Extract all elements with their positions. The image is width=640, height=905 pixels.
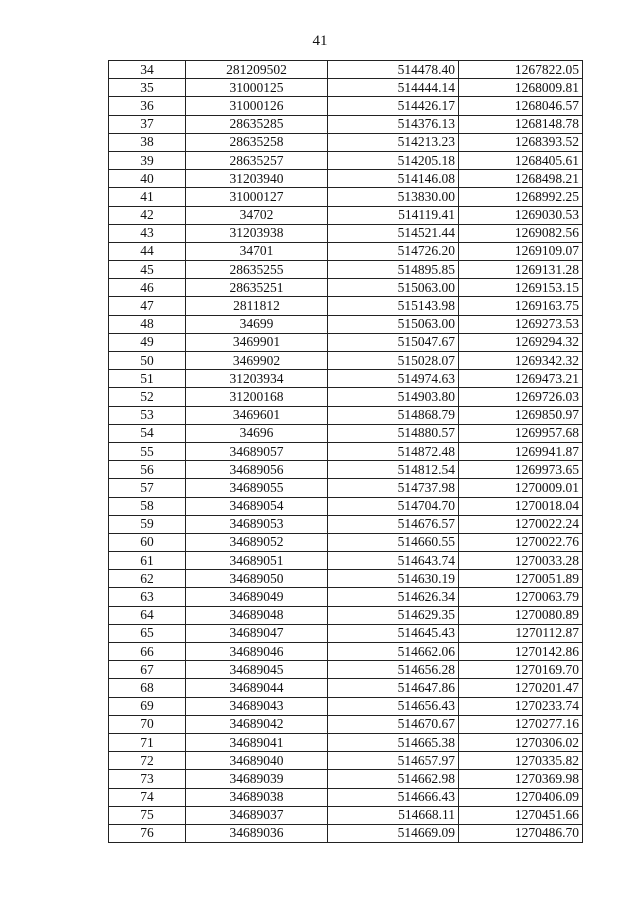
point-id-cell: 28635257 xyxy=(186,151,328,169)
row-number-cell: 51 xyxy=(109,370,186,388)
point-id-cell: 28635258 xyxy=(186,133,328,151)
y-coordinate-cell: 1270369.98 xyxy=(459,770,583,788)
row-number-cell: 37 xyxy=(109,115,186,133)
point-id-cell: 3469901 xyxy=(186,333,328,351)
table-row xyxy=(109,224,583,242)
x-coordinate-cell: 514660.55 xyxy=(328,533,459,551)
table-row xyxy=(109,133,583,151)
y-coordinate-cell: 1269957.68 xyxy=(459,424,583,442)
row-number-cell: 55 xyxy=(109,442,186,460)
y-coordinate-cell: 1270233.74 xyxy=(459,697,583,715)
row-number-cell: 63 xyxy=(109,588,186,606)
y-coordinate-cell: 1269473.21 xyxy=(459,370,583,388)
row-number-cell: 50 xyxy=(109,352,186,370)
table-row xyxy=(109,97,583,115)
table-row xyxy=(109,315,583,333)
table-row xyxy=(109,61,583,79)
table-row xyxy=(109,188,583,206)
x-coordinate-cell: 514656.43 xyxy=(328,697,459,715)
point-id-cell: 34689046 xyxy=(186,643,328,661)
point-id-cell: 28635255 xyxy=(186,261,328,279)
y-coordinate-cell: 1270080.89 xyxy=(459,606,583,624)
y-coordinate-cell: 1269109.07 xyxy=(459,242,583,260)
x-coordinate-cell: 514629.35 xyxy=(328,606,459,624)
x-coordinate-cell: 514119.41 xyxy=(328,206,459,224)
table-row xyxy=(109,552,583,570)
row-number-cell: 46 xyxy=(109,279,186,297)
x-coordinate-cell: 514669.09 xyxy=(328,824,459,842)
x-coordinate-cell: 514880.57 xyxy=(328,424,459,442)
point-id-cell: 34701 xyxy=(186,242,328,260)
point-id-cell: 34689053 xyxy=(186,515,328,533)
x-coordinate-cell: 514643.74 xyxy=(328,552,459,570)
table-row xyxy=(109,679,583,697)
x-coordinate-cell: 514868.79 xyxy=(328,406,459,424)
x-coordinate-cell: 515028.07 xyxy=(328,352,459,370)
table-row xyxy=(109,479,583,497)
x-coordinate-cell: 514872.48 xyxy=(328,442,459,460)
x-coordinate-cell: 514903.80 xyxy=(328,388,459,406)
point-id-cell: 34689051 xyxy=(186,552,328,570)
point-id-cell: 34689047 xyxy=(186,624,328,642)
row-number-cell: 36 xyxy=(109,97,186,115)
row-number-cell: 40 xyxy=(109,170,186,188)
y-coordinate-cell: 1270009.01 xyxy=(459,479,583,497)
page-number: 41 xyxy=(312,33,328,49)
y-coordinate-cell: 1269941.87 xyxy=(459,442,583,460)
table-row xyxy=(109,297,583,315)
row-number-cell: 57 xyxy=(109,479,186,497)
y-coordinate-cell: 1270051.89 xyxy=(459,570,583,588)
row-number-cell: 74 xyxy=(109,788,186,806)
row-number-cell: 62 xyxy=(109,570,186,588)
y-coordinate-cell: 1269153.15 xyxy=(459,279,583,297)
row-number-cell: 35 xyxy=(109,79,186,97)
point-id-cell: 34689052 xyxy=(186,533,328,551)
point-id-cell: 281209502 xyxy=(186,61,328,79)
x-coordinate-cell: 514647.86 xyxy=(328,679,459,697)
row-number-cell: 38 xyxy=(109,133,186,151)
point-id-cell: 34689036 xyxy=(186,824,328,842)
x-coordinate-cell: 514376.13 xyxy=(328,115,459,133)
x-coordinate-cell: 514426.17 xyxy=(328,97,459,115)
table-row xyxy=(109,497,583,515)
y-coordinate-cell: 1269726.03 xyxy=(459,388,583,406)
y-coordinate-cell: 1270022.76 xyxy=(459,533,583,551)
row-number-cell: 73 xyxy=(109,770,186,788)
table-row xyxy=(109,770,583,788)
row-number-cell: 59 xyxy=(109,515,186,533)
table-row xyxy=(109,115,583,133)
row-number-cell: 75 xyxy=(109,806,186,824)
x-coordinate-cell: 514737.98 xyxy=(328,479,459,497)
point-id-cell: 34689042 xyxy=(186,715,328,733)
x-coordinate-cell: 514704.70 xyxy=(328,497,459,515)
y-coordinate-cell: 1270306.02 xyxy=(459,733,583,751)
y-coordinate-cell: 1269342.32 xyxy=(459,352,583,370)
point-id-cell: 34689044 xyxy=(186,679,328,697)
table-row xyxy=(109,170,583,188)
row-number-cell: 66 xyxy=(109,643,186,661)
table-row xyxy=(109,733,583,751)
point-id-cell: 3469601 xyxy=(186,406,328,424)
row-number-cell: 54 xyxy=(109,424,186,442)
y-coordinate-cell: 1270022.24 xyxy=(459,515,583,533)
x-coordinate-cell: 515143.98 xyxy=(328,297,459,315)
row-number-cell: 72 xyxy=(109,752,186,770)
x-coordinate-cell: 514812.54 xyxy=(328,461,459,479)
y-coordinate-cell: 1269163.75 xyxy=(459,297,583,315)
point-id-cell: 31000127 xyxy=(186,188,328,206)
row-number-cell: 64 xyxy=(109,606,186,624)
row-number-cell: 39 xyxy=(109,151,186,169)
x-coordinate-cell: 514444.14 xyxy=(328,79,459,97)
row-number-cell: 70 xyxy=(109,715,186,733)
table-row xyxy=(109,461,583,479)
x-coordinate-cell: 514645.43 xyxy=(328,624,459,642)
x-coordinate-cell: 514895.85 xyxy=(328,261,459,279)
point-id-cell: 34689045 xyxy=(186,661,328,679)
table-row xyxy=(109,352,583,370)
y-coordinate-cell: 1270112.87 xyxy=(459,624,583,642)
x-coordinate-cell: 514668.11 xyxy=(328,806,459,824)
x-coordinate-cell: 514666.43 xyxy=(328,788,459,806)
x-coordinate-cell: 513830.00 xyxy=(328,188,459,206)
x-coordinate-cell: 514662.98 xyxy=(328,770,459,788)
y-coordinate-cell: 1268009.81 xyxy=(459,79,583,97)
x-coordinate-cell: 514726.20 xyxy=(328,242,459,260)
y-coordinate-cell: 1269030.53 xyxy=(459,206,583,224)
row-number-cell: 60 xyxy=(109,533,186,551)
table-row xyxy=(109,643,583,661)
table-row xyxy=(109,261,583,279)
row-number-cell: 49 xyxy=(109,333,186,351)
point-id-cell: 34699 xyxy=(186,315,328,333)
table-row xyxy=(109,624,583,642)
row-number-cell: 71 xyxy=(109,733,186,751)
table-row xyxy=(109,606,583,624)
table-row xyxy=(109,588,583,606)
point-id-cell: 34689039 xyxy=(186,770,328,788)
table-row xyxy=(109,788,583,806)
y-coordinate-cell: 1270033.28 xyxy=(459,552,583,570)
row-number-cell: 41 xyxy=(109,188,186,206)
table-row xyxy=(109,661,583,679)
point-id-cell: 34689057 xyxy=(186,442,328,460)
table-body xyxy=(109,61,583,843)
coordinates-table xyxy=(108,60,583,843)
point-id-cell: 31203940 xyxy=(186,170,328,188)
point-id-cell: 31203938 xyxy=(186,224,328,242)
point-id-cell: 34689043 xyxy=(186,697,328,715)
table-row xyxy=(109,533,583,551)
y-coordinate-cell: 1268393.52 xyxy=(459,133,583,151)
row-number-cell: 76 xyxy=(109,824,186,842)
y-coordinate-cell: 1269131.28 xyxy=(459,261,583,279)
table-row xyxy=(109,424,583,442)
point-id-cell: 34689054 xyxy=(186,497,328,515)
row-number-cell: 47 xyxy=(109,297,186,315)
row-number-cell: 69 xyxy=(109,697,186,715)
y-coordinate-cell: 1270277.16 xyxy=(459,715,583,733)
y-coordinate-cell: 1270451.66 xyxy=(459,806,583,824)
point-id-cell: 34689055 xyxy=(186,479,328,497)
table-row xyxy=(109,442,583,460)
table-row xyxy=(109,806,583,824)
row-number-cell: 58 xyxy=(109,497,186,515)
y-coordinate-cell: 1270406.09 xyxy=(459,788,583,806)
point-id-cell: 2811812 xyxy=(186,297,328,315)
point-id-cell: 34702 xyxy=(186,206,328,224)
y-coordinate-cell: 1267822.05 xyxy=(459,61,583,79)
table-row xyxy=(109,752,583,770)
x-coordinate-cell: 514665.38 xyxy=(328,733,459,751)
point-id-cell: 34689056 xyxy=(186,461,328,479)
y-coordinate-cell: 1270169.70 xyxy=(459,661,583,679)
x-coordinate-cell: 514676.57 xyxy=(328,515,459,533)
x-coordinate-cell: 514656.28 xyxy=(328,661,459,679)
row-number-cell: 56 xyxy=(109,461,186,479)
y-coordinate-cell: 1269850.97 xyxy=(459,406,583,424)
x-coordinate-cell: 514478.40 xyxy=(328,61,459,79)
point-id-cell: 3469902 xyxy=(186,352,328,370)
x-coordinate-cell: 514974.63 xyxy=(328,370,459,388)
table-row xyxy=(109,697,583,715)
row-number-cell: 48 xyxy=(109,315,186,333)
x-coordinate-cell: 514205.18 xyxy=(328,151,459,169)
y-coordinate-cell: 1268148.78 xyxy=(459,115,583,133)
x-coordinate-cell: 514146.08 xyxy=(328,170,459,188)
x-coordinate-cell: 514521.44 xyxy=(328,224,459,242)
table-row xyxy=(109,370,583,388)
x-coordinate-cell: 514670.67 xyxy=(328,715,459,733)
row-number-cell: 65 xyxy=(109,624,186,642)
row-number-cell: 68 xyxy=(109,679,186,697)
point-id-cell: 34689038 xyxy=(186,788,328,806)
point-id-cell: 34689049 xyxy=(186,588,328,606)
y-coordinate-cell: 1270063.79 xyxy=(459,588,583,606)
table-row xyxy=(109,570,583,588)
y-coordinate-cell: 1270201.47 xyxy=(459,679,583,697)
point-id-cell: 34689048 xyxy=(186,606,328,624)
point-id-cell: 31000125 xyxy=(186,79,328,97)
y-coordinate-cell: 1270486.70 xyxy=(459,824,583,842)
table-row xyxy=(109,151,583,169)
table-row xyxy=(109,388,583,406)
y-coordinate-cell: 1268405.61 xyxy=(459,151,583,169)
y-coordinate-cell: 1268046.57 xyxy=(459,97,583,115)
row-number-cell: 67 xyxy=(109,661,186,679)
row-number-cell: 43 xyxy=(109,224,186,242)
x-coordinate-cell: 514213.23 xyxy=(328,133,459,151)
point-id-cell: 28635285 xyxy=(186,115,328,133)
x-coordinate-cell: 514630.19 xyxy=(328,570,459,588)
x-coordinate-cell: 514626.34 xyxy=(328,588,459,606)
row-number-cell: 52 xyxy=(109,388,186,406)
point-id-cell: 34689040 xyxy=(186,752,328,770)
x-coordinate-cell: 514662.06 xyxy=(328,643,459,661)
point-id-cell: 34696 xyxy=(186,424,328,442)
row-number-cell: 34 xyxy=(109,61,186,79)
point-id-cell: 34689037 xyxy=(186,806,328,824)
y-coordinate-cell: 1269273.53 xyxy=(459,315,583,333)
y-coordinate-cell: 1270142.86 xyxy=(459,643,583,661)
point-id-cell: 31000126 xyxy=(186,97,328,115)
table-row xyxy=(109,206,583,224)
table-row xyxy=(109,406,583,424)
y-coordinate-cell: 1270018.04 xyxy=(459,497,583,515)
table-row xyxy=(109,715,583,733)
x-coordinate-cell: 515047.67 xyxy=(328,333,459,351)
row-number-cell: 44 xyxy=(109,242,186,260)
y-coordinate-cell: 1268498.21 xyxy=(459,170,583,188)
point-id-cell: 31203934 xyxy=(186,370,328,388)
point-id-cell: 28635251 xyxy=(186,279,328,297)
y-coordinate-cell: 1269294.32 xyxy=(459,333,583,351)
y-coordinate-cell: 1270335.82 xyxy=(459,752,583,770)
row-number-cell: 45 xyxy=(109,261,186,279)
table-row xyxy=(109,242,583,260)
row-number-cell: 53 xyxy=(109,406,186,424)
table-row xyxy=(109,824,583,842)
table-row xyxy=(109,79,583,97)
point-id-cell: 31200168 xyxy=(186,388,328,406)
x-coordinate-cell: 515063.00 xyxy=(328,279,459,297)
row-number-cell: 61 xyxy=(109,552,186,570)
table-row xyxy=(109,515,583,533)
point-id-cell: 34689041 xyxy=(186,733,328,751)
y-coordinate-cell: 1269082.56 xyxy=(459,224,583,242)
row-number-cell: 42 xyxy=(109,206,186,224)
y-coordinate-cell: 1269973.65 xyxy=(459,461,583,479)
x-coordinate-cell: 515063.00 xyxy=(328,315,459,333)
point-id-cell: 34689050 xyxy=(186,570,328,588)
table-row xyxy=(109,279,583,297)
x-coordinate-cell: 514657.97 xyxy=(328,752,459,770)
table-row xyxy=(109,333,583,351)
y-coordinate-cell: 1268992.25 xyxy=(459,188,583,206)
